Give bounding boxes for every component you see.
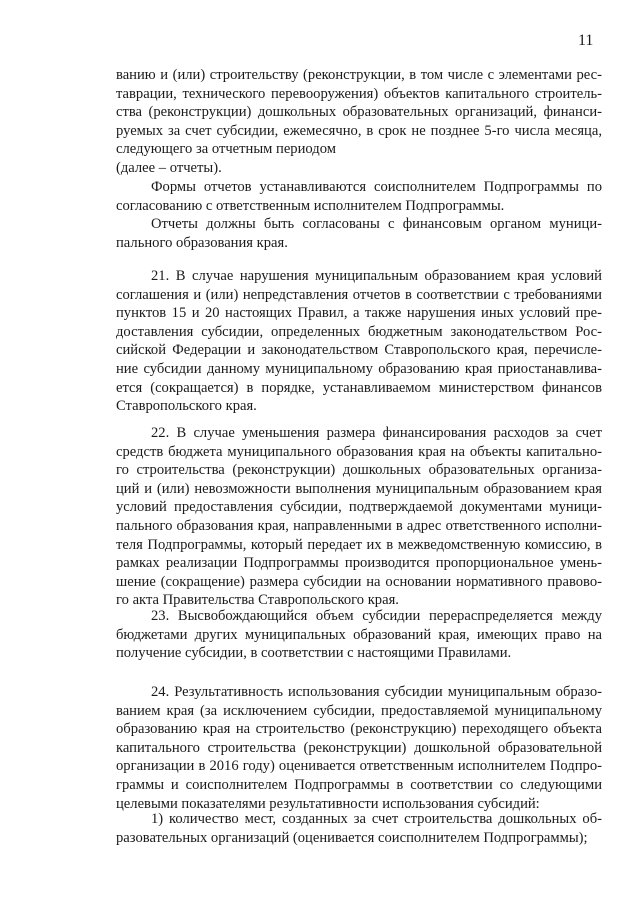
text-line: руемых за счет субсидии, ежемесячно, в срок не позднее 5-го числа месяца,	[116, 122, 602, 139]
text-line: рамках реализации Подпрограммы производится пропорциональное умень-	[116, 555, 602, 572]
text-line: средств бюджета муниципального образования края на объекты капитально-	[116, 443, 602, 460]
text-line: теля Подпрограммы, который передает их в межведомственную комиссию, в	[116, 536, 602, 553]
text-line: разовательных организаций (оценивается соисполнителем Подпрограммы);	[116, 829, 588, 846]
paragraph-report-forms	[116, 178, 602, 215]
text-line: доставления субсидии, определенных бюджетным законодательством Рос-	[116, 323, 602, 340]
text-line: пального образования края.	[116, 234, 288, 251]
text-line: таврации, технического перевооружения) объектов капитального строитель-	[116, 85, 602, 102]
text-line: пального образования края, направленными в адрес ответственного исполни-	[116, 517, 602, 534]
paragraph-21	[116, 267, 602, 416]
list-item-1	[116, 810, 602, 847]
text-line: получение субсидии, в соответствии с настоящими Правилами.	[116, 645, 512, 662]
text-line: организации в 2016 году) оценивается ответственным исполнителем Подпро-	[116, 758, 602, 775]
text-line: ций и (или) невозможности выполнения муниципальным образованием края	[116, 480, 602, 497]
paragraph-22	[116, 424, 602, 610]
text-line: следующего за отчетным периодом	[116, 141, 336, 158]
text-line: согласованию с ответственным исполнителем Подпрограммы.	[116, 197, 505, 214]
text-line: го акта Правительства Ставропольского края.	[116, 592, 399, 609]
text-line: 22. В случае уменьшения размера финансирования расходов за счет	[151, 425, 602, 441]
text-line: ванию и (или) строительству (реконструкции, в том числе с элементами рес-	[116, 67, 602, 83]
text-line: 1) количество мест, созданных за счет строительства дошкольных об-	[151, 811, 602, 827]
text-line: 21. В случае нарушения муниципальным образованием края условий	[151, 268, 602, 284]
text-line: сийской Федерации и законодательством Ставропольского края, перечисле-	[116, 342, 602, 359]
text-line: граммы и соисполнителем Подпрограммы в соответствии со следующими	[116, 776, 602, 793]
paragraph-reports-agreed	[116, 215, 602, 252]
page-number: 11	[578, 32, 594, 49]
paragraph-24	[116, 683, 602, 813]
text-line: Отчеты должны быть согласованы с финансовым органом муници-	[151, 216, 602, 232]
text-line: 24. Результативность использования субсидии муниципальным образо-	[151, 684, 602, 700]
text-line: пунктов 15 и 20 настоящих Правил, а также нарушения иных условий пре-	[116, 305, 602, 322]
paragraph-continuation	[116, 66, 602, 178]
text-line: образованию края на строительство (реконструкцию) переходящего объекта	[116, 721, 602, 738]
text-line: Формы отчетов устанавливаются соисполнителем Подпрограммы по	[151, 179, 602, 195]
text-line: 23. Высвобождающийся объем субсидии перераспределяется между	[151, 608, 602, 624]
text-line: условий предоставления субсидии, подтверждаемой документами муници-	[116, 499, 602, 516]
text-line: ние субсидии данному муниципальному образованию края приостанавлива-	[116, 360, 602, 377]
text-line: ванием края (за исключением субсидии, предоставляемой муниципальному	[116, 702, 602, 719]
text-line: Ставропольского края.	[116, 398, 257, 415]
text-line: го строительства (реконструкции) дошкольных образовательных организа-	[116, 462, 602, 479]
text-line: капитального строительства (реконструкции) дошкольной образовательной	[116, 739, 602, 756]
paragraph-23	[116, 607, 602, 663]
text-line: шение (сокращение) размера субсидии на основании нормативного правово-	[116, 573, 602, 590]
text-line: соглашения и (или) непредставления отчетов в соответствии с требованиями	[116, 286, 602, 303]
text-line: (далее – отчеты).	[116, 159, 222, 176]
text-line: целевыми показателями результативности использования субсидий:	[116, 795, 540, 812]
text-line: бюджетами других муниципальных образований края, имеющих право на	[116, 626, 602, 643]
text-line: ется (сокращается) в порядке, устанавливаемом министерством финансов	[116, 379, 602, 396]
text-line: ства (реконструкции) дошкольных образовательных организаций, финанси-	[116, 104, 602, 121]
